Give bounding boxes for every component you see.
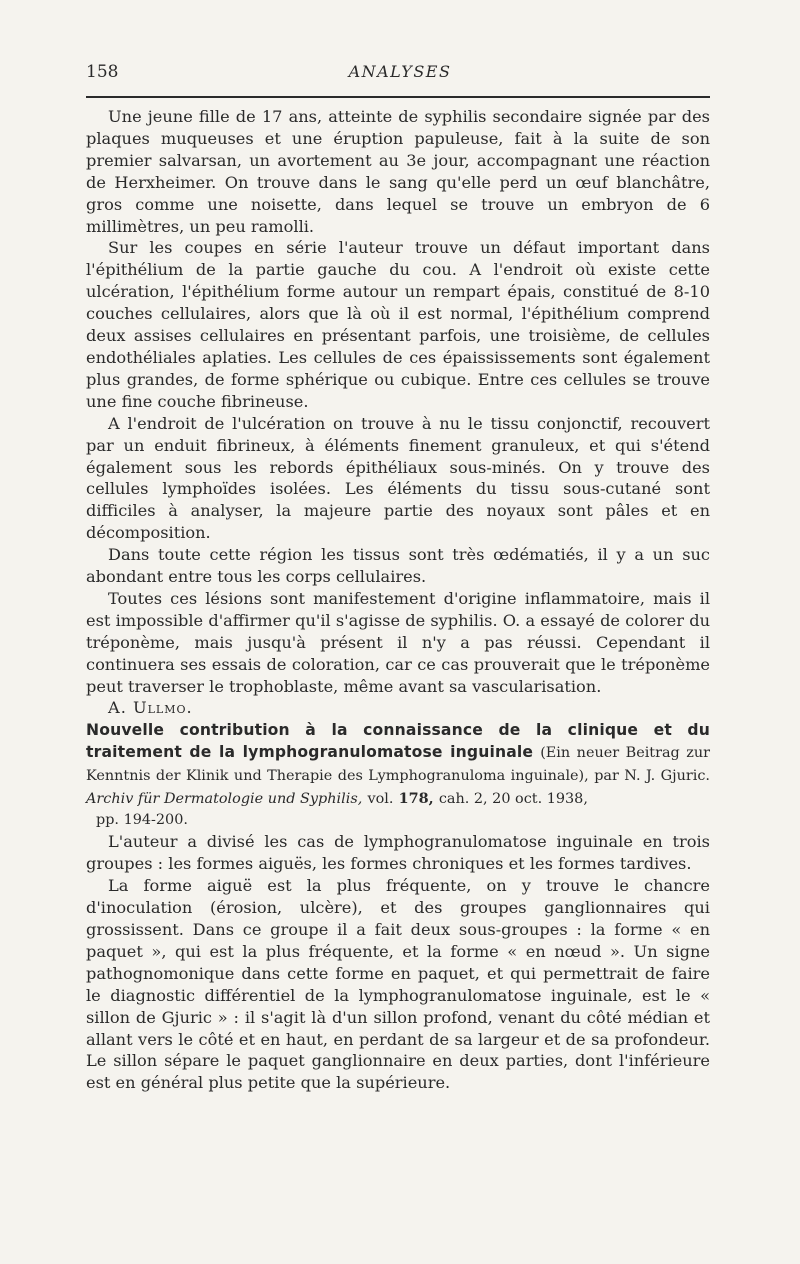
page-number: 158: [86, 62, 119, 82]
article2-original-title: (Ein neuer Beitrag zur Kenntnis der Klinik und Therapie des Lymphogranuloma inguinale), par N. J. Gjuric.: [86, 745, 710, 785]
running-title: ANALYSES: [348, 62, 452, 81]
article2-pages: pp. 194-200.: [96, 812, 188, 829]
article1-paragraph: A l'endroit de l'ulcération on trouve à nu le tissu conjonctif, recouvert par un enduit fibrineux, à éléments finement granuleux, et qui s'étend également sous les rebords épithéliaux sous-minés. On y trouve des cellules lymphoïdes isolées. Les éléments du tissu sous-cutané sont difficiles à analyser, la majeure partie des noyaux sont pâles et en décomposition.: [86, 413, 710, 543]
article2-paragraph: La forme aiguë est la plus fréquente, on y trouve le chancre d'inoculation (érosion, ulcère), et des groupes ganglionnaires qui grossissent. Dans ce groupe il a fait deux sous-groupes : la forme « en paquet », qui est la plus fréquente, et la forme « en nœud ». Un signe pathognomonique dans cette forme en paquet, et qui permettrait de faire le diagnostic différentiel de la lymphogranulomatose inguinale, est le « sillon de Gjuric » : il s'agit là d'un sillon profond, venant du côté médian et allant vers le côté et en haut, en perdant de sa largeur et de sa profondeur. Le sillon sépare le paquet ganglionnaire en deux parties, dont l'inférieure est en général plus petite que la supérieure.: [86, 876, 710, 1093]
article2-journal: Archiv für Dermatologie und Syphilis,: [86, 791, 363, 808]
article2-volume: 178,: [398, 790, 434, 808]
article2-issue-date: cah. 2, 20 oct. 1938,: [438, 791, 588, 808]
article2-paragraph: L'auteur a divisé les cas de lymphogranulomatose inguinale en trois groupes : les formes aiguës, les formes chroniques et les formes tardives.: [86, 832, 710, 874]
article2-vol-label: vol.: [367, 791, 394, 808]
article1-paragraph: Toutes ces lésions sont manifestement d'origine inflammatoire, mais il est impossible d'affirmer qu'il s'agisse de syphilis. O. a essayé de colorer du tréponème, mais jusqu'à présent il n'y a pas réussi. Cependant il continuera ses essais de coloration, car ce cas prouverait que le tréponème peut traverser le trophoblaste, même avant sa vascularisation.: [86, 588, 710, 696]
article1-paragraph: Dans toute cette région les tissus sont très œdématiés, il y a un suc abondant entre tous les corps cellulaires.: [86, 545, 710, 587]
body-text: [86, 106, 710, 1094]
article2-heading: [86, 719, 710, 831]
header-rule: [86, 96, 710, 98]
article1-paragraph: Une jeune fille de 17 ans, atteinte de syphilis secondaire signée par des plaques muqueuses et une éruption papuleuse, fait à la suite de son premier salvarsan, un avortement au 3e jour, accompagnant une réaction de Herxheimer. On trouve dans le sang qu'elle perd un œuf blanchâtre, gros comme une noisette, dans lequel se trouve un embryon de 6 millimètres, un peu ramolli.: [86, 107, 710, 236]
article1-signature: A. Ullmo.: [108, 698, 193, 718]
article2-title: Nouvelle contribution à la connaissance de la clinique et du traitement de la lymphogranulomatose inguinale: [86, 721, 710, 762]
article1-paragraph: Sur les coupes en série l'auteur trouve un défaut important dans l'épithélium de la partie gauche du cou. A l'endroit où existe cette ulcération, l'épithélium forme autour un rempart épais, constitué de 8-10 couches cellulaires, alors que là où il est normal, l'épithélium comprend deux assises cellulaires en présentant parfois, une troisième, de cellules endothéliales aplaties. Les cellules de ces épaississements sont également plus grandes, de forme sphérique ou cubique. Entre ces cellules se trouve une fine couche fibrineuse.: [86, 238, 710, 411]
